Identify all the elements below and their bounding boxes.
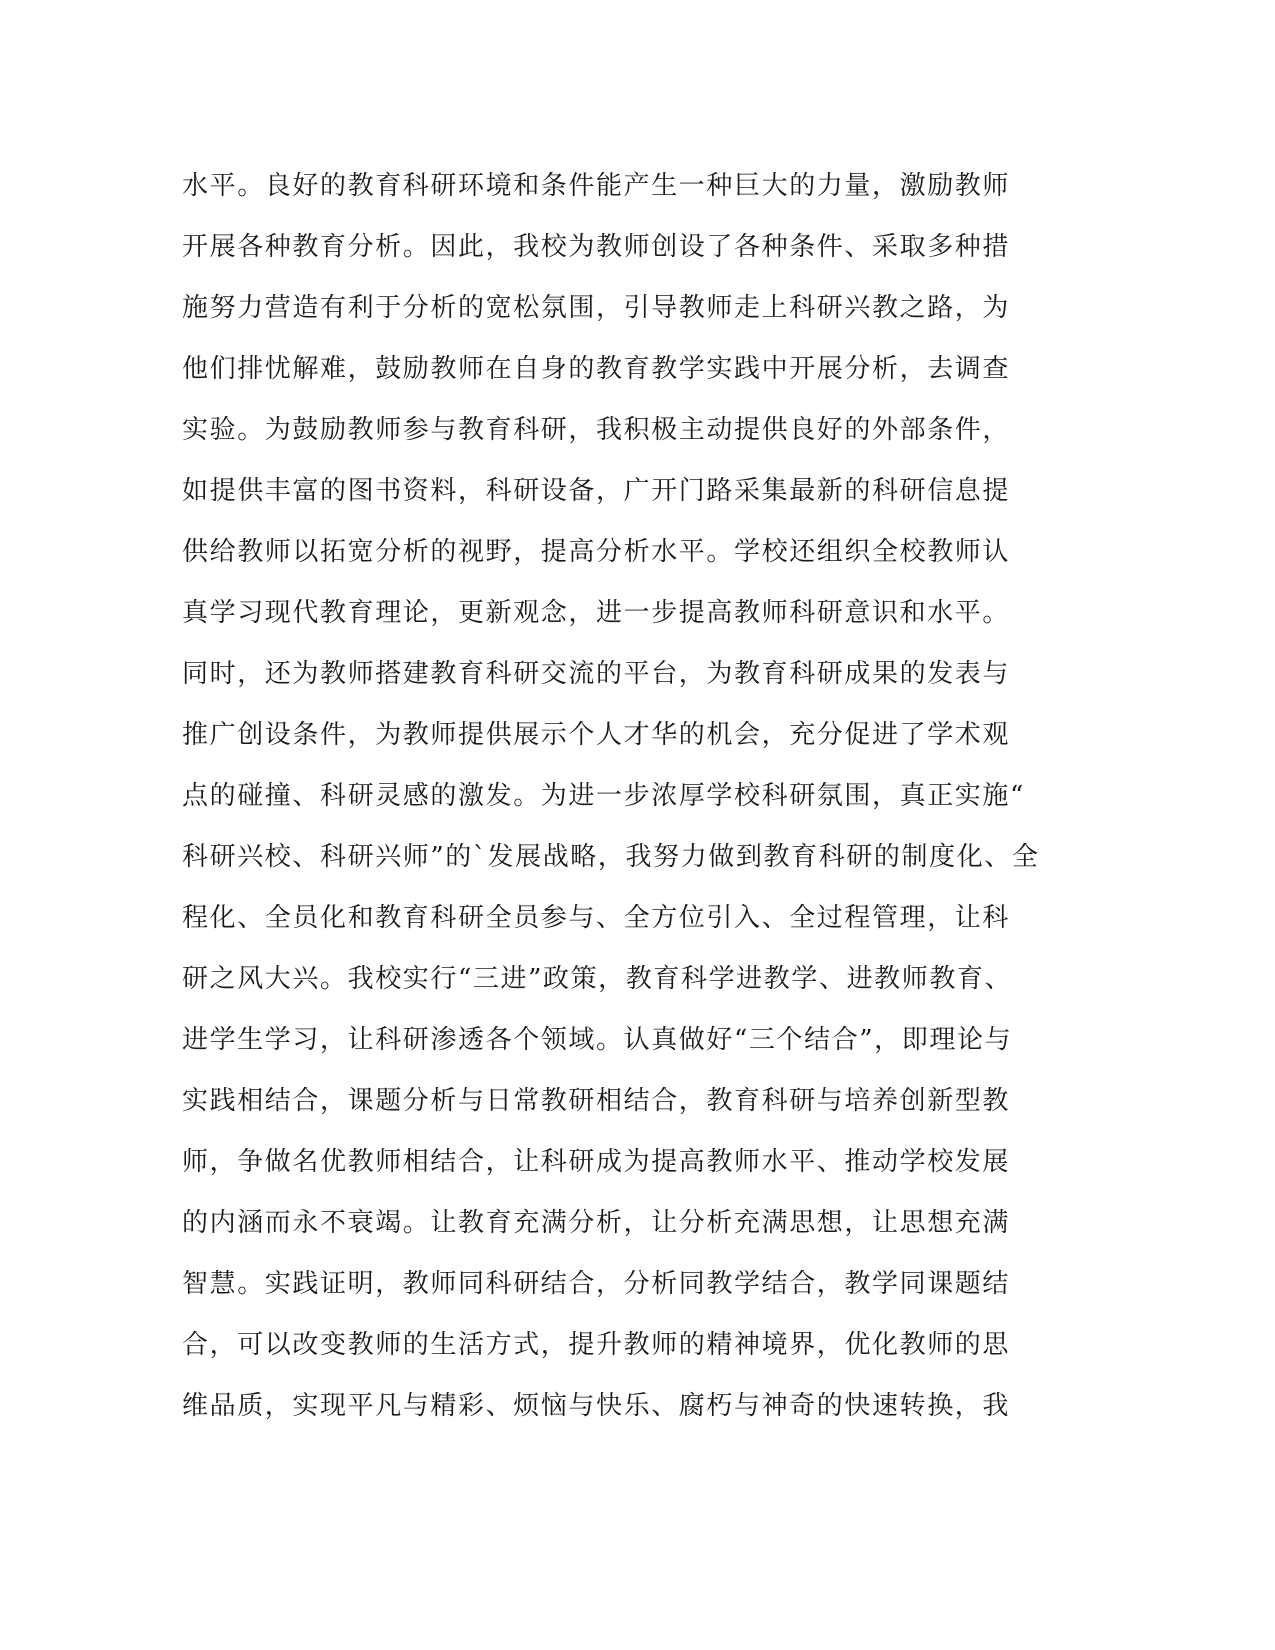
text-line-18: 的内涵而永不衰竭。让教育充满分析，让分析充满思想，让思想充满: [182, 1208, 1011, 1238]
text-line-11: 点的碰撞、科研灵感的激发。为进一步浓厚学校科研氛围，真正实施“: [182, 781, 1025, 811]
text-line-16: 实践相结合，课题分析与日常教研相结合，教育科研与培养创新型教: [182, 1086, 1011, 1116]
text-line-21: 维品质，实现平凡与精彩、烦恼与快乐、腐朽与神奇的快速转换，我: [182, 1391, 1011, 1421]
text-line-17: 师，争做名优教师相结合，让科研成为提高教师水平、推动学校发展: [182, 1147, 1011, 1177]
text-line-3: 施努力营造有利于分析的宽松氛围，引导教师走上科研兴教之路，为: [182, 293, 1011, 323]
text-line-5: 实验。为鼓励教师参与教育科研，我积极主动提供良好的外部条件，: [182, 415, 1011, 445]
text-line-14: 研之风大兴。我校实行“三进”政策，教育科学进教学、进教师教育、: [182, 964, 1013, 994]
text-line-19: 智慧。实践证明，教师同科研结合，分析同教学结合，教学同课题结: [182, 1269, 1011, 1299]
text-line-6: 如提供丰富的图书资料，科研设备，广开门路采集最新的科研信息提: [182, 476, 1011, 506]
text-line-7: 供给教师以拓宽分析的视野，提高分析水平。学校还组织全校教师认: [182, 537, 1011, 567]
text-line-8: 真学习现代教育理论，更新观念，进一步提高教师科研意识和水平。: [182, 598, 1011, 628]
text-line-15: 进学生学习，让科研渗透各个领域。认真做好“三个结合”，即理论与: [182, 1025, 1013, 1055]
text-line-2: 开展各种教育分析。因此，我校为教师创设了各种条件、采取多种措: [182, 232, 1011, 262]
text-line-10: 推广创设条件，为教师提供展示个人才华的机会，充分促进了学术观: [182, 720, 1011, 750]
text-line-1: 水平。良好的教育科研环境和条件能产生一种巨大的力量，激励教师: [182, 171, 1011, 201]
text-line-13: 程化、全员化和教育科研全员参与、全方位引入、全过程管理，让科: [182, 903, 1011, 933]
text-line-20: 合，可以改变教师的生活方式，提升教师的精神境界，优化教师的思: [182, 1330, 1011, 1360]
text-line-12: 科研兴校、科研兴师”的`发展战略，我努力做到教育科研的制度化、全: [182, 842, 1040, 872]
text-line-9: 同时，还为教师搭建教育科研交流的平台，为教育科研成果的发表与: [182, 659, 1011, 689]
text-line-4: 他们排忧解难，鼓励教师在自身的教育教学实践中开展分析，去调查: [182, 354, 1011, 384]
body-paragraph: [182, 156, 1062, 1437]
